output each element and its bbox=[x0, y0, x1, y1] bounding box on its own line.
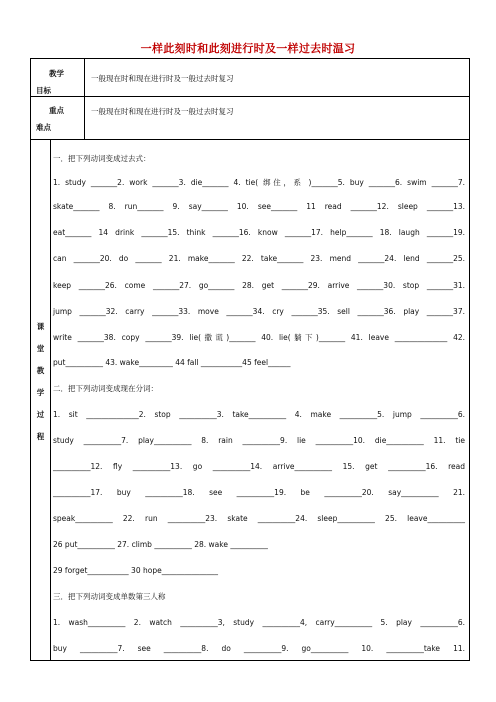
exercise-line: keep _______26. come _______27. go_______ 28. get _______29. arrive _______30. stop _______31. bbox=[53, 281, 465, 290]
table-divider bbox=[84, 59, 85, 139]
table-divider bbox=[50, 139, 51, 660]
exercise-line: can _______20. do _______ 21. make_______ 22. take_______ 23. mend _______24. lend _______25. bbox=[53, 254, 465, 263]
exercise-line: 1. study _______2. work _______3. die_______ 4. tie( 绑住，系 )_______5. buy _______6. swim _______7. bbox=[53, 178, 465, 187]
goal-label: 目标 bbox=[36, 86, 51, 95]
goal-label: 教学 bbox=[49, 69, 64, 78]
key-label: 难点 bbox=[36, 123, 51, 132]
exercise-line: buy __________7. see __________8. do __________9. go__________ 10. __________take 11. bbox=[53, 644, 465, 653]
exercise-line: eat_______ 14 drink _______15. think _______16. know _______17. help_______ 18. laugh _______19. bbox=[53, 228, 465, 237]
exercise-line: 1. wash__________ 2. watch __________3, study __________4, carry__________ 5. play __________6. bbox=[53, 618, 465, 627]
table-divider bbox=[31, 139, 469, 140]
exercise-line: __________12. fly __________13. go __________14. arrive__________ 15. get __________16. read bbox=[53, 462, 465, 471]
exercise-line: 26 put__________ 27. climb __________ 28. wake __________ bbox=[53, 540, 268, 549]
exercise-line: skate_______ 8. run_______ 9. say_______ 10. see_______ 11 read _______12. sleep _______13. bbox=[53, 202, 465, 211]
exercise-line: put__________ 43. wake_________ 44 fall ___________45 feel______ bbox=[53, 358, 291, 367]
section-heading: 二．把下列动词变成现在分词： bbox=[53, 384, 158, 393]
goal-text: 一般现在时和现在进行时及一般过去时复习 bbox=[91, 74, 234, 83]
table-divider bbox=[31, 96, 469, 97]
exercise-line: write _______38. copy _______39. lie(撒谎)_______ 40. lie(躺下)_______ 41. leave ______________ 42. bbox=[53, 333, 465, 342]
exercise-line: study __________7. play__________ 8. rain __________9. lie __________10. die__________ 11. tie bbox=[53, 436, 465, 445]
side-label: 课 堂 教 学 过 程 bbox=[36, 322, 45, 441]
exercise-line: 1. sit ______________2. stop __________3. take__________ 4. make __________5. jump __________6. bbox=[53, 410, 465, 419]
page-title: 一样此刻时和此刻进行时及一样过去时温习 bbox=[140, 42, 356, 55]
key-text: 一般现在时和现在进行时及一般过去时复习 bbox=[91, 107, 234, 116]
exercise-line: 29 forget___________ 30 hope_______________ bbox=[53, 566, 218, 575]
section-heading: 三．把下列动词变成单数第三人称 bbox=[53, 592, 166, 601]
key-label: 重点 bbox=[49, 106, 64, 115]
exercise-line: __________17. buy __________18. see __________19. be __________20. say__________ 21. bbox=[53, 488, 465, 497]
lesson-table bbox=[30, 58, 470, 661]
exercise-line: speak__________ 22. run __________23. skate __________24. sleep__________ 25. leave__________ bbox=[53, 514, 465, 523]
exercise-line: jump _______32. carry _______33. move _______34. cry _______35. sell _______36. play _______37. bbox=[53, 307, 465, 316]
section-heading: 一．把下列动词变成过去式： bbox=[53, 154, 151, 163]
